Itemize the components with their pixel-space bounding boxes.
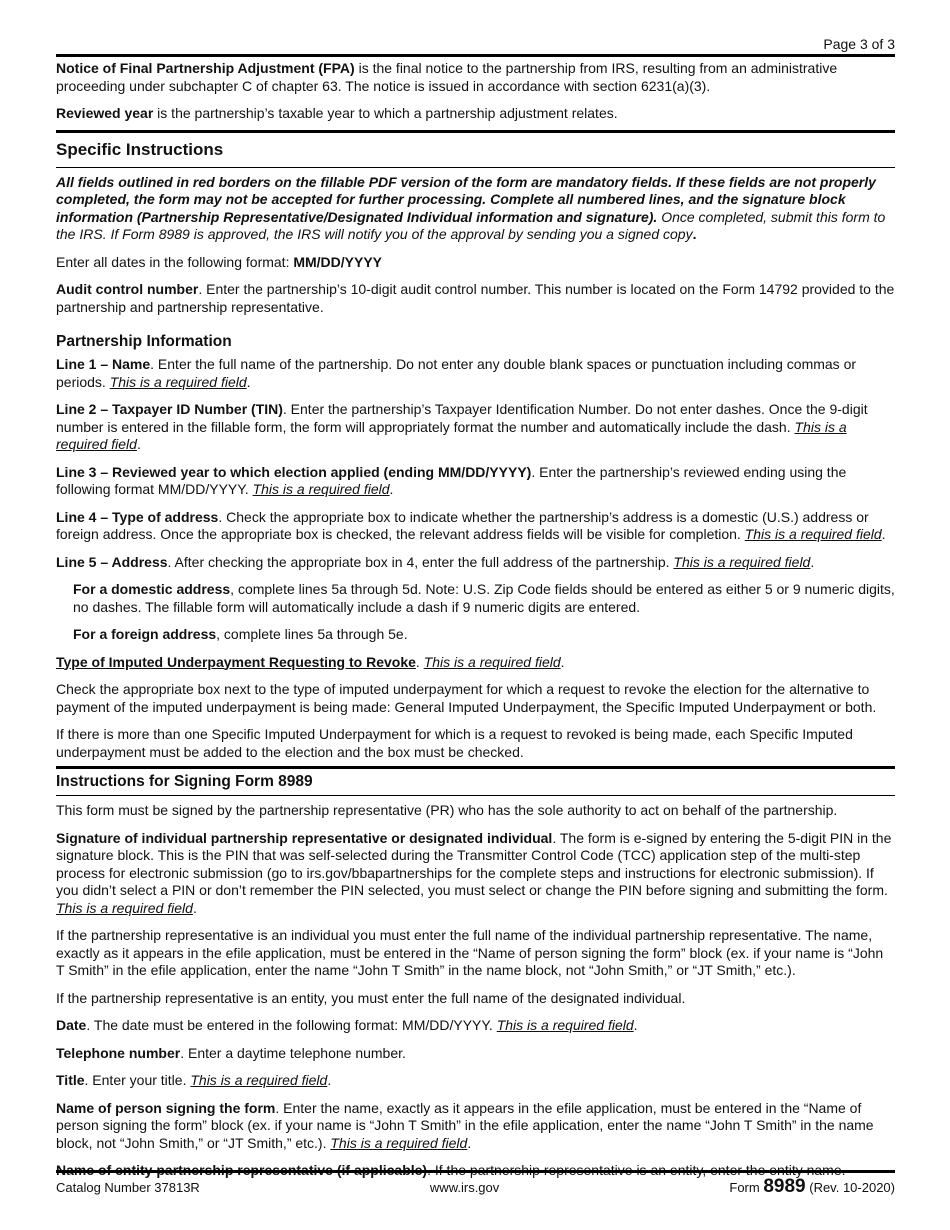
top-divider — [56, 54, 895, 57]
reviewed-text: is the partnership’s taxable year to which a partnership adjustment relates. — [153, 105, 618, 121]
line5-term: Line 5 – Address — [56, 553, 168, 570]
title-text: . Enter your title. — [84, 1072, 191, 1088]
signature-term: Signature of individual partnership representative or designated individual — [56, 829, 553, 846]
line1-instruction: Line 1 – Name. Enter the full name of the partnership. Do not enter any double blank spaces or punctuation including commas or periods. This is a required field. — [56, 356, 857, 390]
title-term: Title — [56, 1072, 85, 1088]
reviewed-term: Reviewed year — [56, 105, 154, 121]
mandatory-fields-note — [56, 174, 895, 244]
mandatory-end: . — [692, 226, 697, 242]
line1-text: . Enter the full name of the partnership. Do not enter any double blank spaces or punctuation including commas or periods. — [56, 356, 857, 390]
signing-instructions-title: Instructions for Signing Form 8989 — [56, 773, 313, 790]
multiple-underpayment-instruction: If there is more than one Specific Imputed Underpayment for which is a request to revoked is being made, each Specific Imputed underpayment must be added to the election and the box must be checked. — [56, 726, 853, 760]
foreign-text: , complete lines 5a through 5e. — [216, 626, 408, 642]
line3-term: Line 3 – Reviewed year to which election applied (ending MM/DD/YYYY) — [56, 463, 532, 480]
telephone-instruction — [56, 1045, 895, 1063]
line4-text: . Check the appropriate box to indicate whether the partnership’s address is a domestic (U.S.) address or foreign address. Once the appropriate box is checked, the relevant address fields will be visible for completion. — [56, 508, 869, 542]
fpa-text: is the final notice to the partnership from IRS, resulting from an administrative proceeding under subchapter C of chapter 63. The notice is issued in accordance with section 6231(a)(3). — [56, 60, 838, 94]
date-text: . The date must be entered in the following format: MM/DD/YYYY. — [86, 1017, 497, 1033]
check-box-instruction: Check the appropriate box next to the type of imputed underpayment for which a request to revoke the election for the alternative to payment of the imputed underpayment is being made: General Imputed Underpayment, the Specific Imputed Underpayment or both. — [56, 681, 877, 715]
required-note: This is a required field — [423, 653, 561, 670]
divider — [56, 795, 895, 796]
domestic-text: , complete lines 5a through 5d. Note: U.S. Zip Code fields should be entered as either 5 or 9 numeric digits, no dashes. The fillable form will automatically include a dash if 9 numeric digits are entered. — [73, 581, 895, 615]
entity-name-text: . If the partnership representative is an entity, enter the entity name. — [427, 1162, 846, 1178]
signing-intro: This form must be signed by the partnership representative (PR) who has the sole authority to act on behalf of the partnership. — [56, 802, 838, 818]
footer-row — [56, 1178, 895, 1197]
individual-pr-instruction: If the partnership representative is an individual you must enter the full name of the individual partnership representative. The name, exactly as it appears in the efile application, must be entered in the “Name of person signing the form” block (ex. if your name is “John T Smith” in the efile application, enter the name “John T Smith” in the name block, not “John Smith,” or “JT Smith,” etc.). — [56, 927, 884, 978]
divider — [56, 167, 895, 168]
dates-text: Enter all dates in the following format: — [56, 253, 294, 270]
line5-instruction: Line 5 – Address. After checking the appropriate box in 4, enter the full address of the partnership. This is a required field. — [56, 553, 815, 570]
audit-text: . Enter the partnership’s 10-digit audit control number. This number is located on the Form 14792 provided to the partnership and partnership representative. — [56, 281, 895, 315]
line4-term: Line 4 – Type of address — [56, 508, 219, 525]
required-note: This is a required field — [744, 526, 882, 542]
dates-format-note — [56, 254, 895, 272]
required-note: This is a required field — [109, 373, 247, 390]
fpa-term: Notice of Final Partnership Adjustment (FPA) — [56, 60, 355, 76]
form-prefix: Form — [729, 1180, 764, 1195]
entity-name-term: Name of entity partnership representative (if applicable) — [56, 1162, 428, 1178]
required-note: This is a required field — [330, 1134, 468, 1151]
content — [56, 60, 895, 1180]
foreign-address-instruction — [73, 626, 895, 644]
form-number: 8989 — [763, 1176, 806, 1197]
required-note: This is a required field — [496, 1017, 634, 1033]
dates-format: MM/DD/YYYY — [293, 253, 383, 270]
domestic-address-instruction — [73, 581, 895, 616]
footer-divider — [56, 1170, 895, 1173]
foreign-term: For a foreign address — [73, 626, 217, 642]
underpayment-type-heading: Type of Imputed Underpayment Requesting to Revoke. This is a required field. — [56, 653, 565, 670]
required-note: This is a required field — [56, 418, 847, 452]
line2-instruction: Line 2 – Taxpayer ID Number (TIN). Enter the partnership’s Taxpayer Identification Number. Do not enter dashes. Once the 9-digit number is entered in the fillable form, the form will appropriately format the number and automatically include the dash. This is a required field. — [56, 401, 868, 452]
fpa-definition — [56, 60, 895, 95]
audit-control-instruction — [56, 281, 895, 316]
catalog-number: Catalog Number 37813R — [56, 1180, 200, 1195]
specific-instructions-title: Specific Instructions — [56, 139, 224, 159]
signer-name-instruction: Name of person signing the form. Enter the name, exactly as it appears in the efile application, must be entered in the “Name of person signing the form” block (ex. if your name is “John T Smith” in the efile application, enter the name “John T Smith” in the name block, not “John Smith,” or “JT Smith,” etc.). This is a required field. — [56, 1099, 874, 1151]
line2-text: . Enter the partnership’s Taxpayer Identification Number. Do not enter dashes. Once the 9-digit number is entered in the fillable form, the form will appropriately format the number and automatically include the dash. — [56, 401, 868, 435]
signer-name-text: . Enter the name, exactly as it appears in the efile application, must be entered in the “Name of person signing the form” block (ex. if your name is “John T Smith” in the efile application, enter the name “John T Smith” in the name block, not “John Smith,” or “JT Smith,” etc.). — [56, 1099, 874, 1151]
telephone-term: Telephone number — [56, 1044, 181, 1061]
underpayment-type-term: Type of Imputed Underpayment Requesting to Revoke — [56, 653, 416, 670]
footer — [56, 1170, 895, 1197]
partnership-info-title: Partnership Information — [56, 333, 232, 350]
irs-website: www.irs.gov — [429, 1180, 500, 1195]
signer-name-term: Name of person signing the form — [56, 1099, 276, 1116]
line3-text: . Enter the partnership’s reviewed ending using the following format MM/DD/YYYY. — [56, 463, 847, 497]
line1-term: Line 1 – Name — [56, 356, 151, 372]
form-revision: (Rev. 10-2020) — [805, 1180, 895, 1195]
date-term: Date — [56, 1017, 87, 1033]
reviewed-year-definition — [56, 105, 895, 123]
line2-term: Line 2 – Taxpayer ID Number (TIN) — [56, 401, 283, 417]
form-identifier — [729, 1178, 895, 1197]
telephone-text: . Enter a daytime telephone number. — [180, 1044, 406, 1061]
mandatory-bold: All fields outlined in red borders on the fillable PDF version of the form are mandatory fields. If these fields are not properly completed, the form may not be accepted for further processing. Complete all numbered lines, and the signature block information (Partnership Representative/Designated Individual information and signature). — [56, 173, 876, 225]
required-note: This is a required field — [190, 1072, 328, 1088]
signature-instruction: Signature of individual partnership representative or designated individual. The form is e-signed by entering the 5-digit PIN in the signature block. This is the PIN that was self-selected during the Transmitter Control Code (TCC) application step of the multi-step process for electronic submission (go to irs.gov/bbapartnerships for the complete steps and instructions for electronic submission). If you didn’t select a PIN or don’t remember the PIN selected, you must select or change the PIN before signing and submitting the form. This is a required field. — [56, 829, 892, 916]
domestic-term: For a domestic address — [73, 581, 231, 597]
line4-instruction: Line 4 – Type of address. Check the appropriate box to indicate whether the partnership’s address is a domestic (U.S.) address or foreign address. Once the appropriate box is checked, the relevant address fields will be visible for completion. This is a required field. — [56, 508, 886, 542]
mandatory-text: Once completed, submit this form to the IRS. If Form 8989 is approved, the IRS will notify you of the approval by sending you a signed copy — [56, 208, 886, 242]
date-instruction: Date. The date must be entered in the following format: MM/DD/YYYY. This is a required field. — [56, 1017, 638, 1033]
audit-term: Audit control number — [56, 281, 199, 297]
page-number: Page 3 of 3 — [823, 36, 895, 52]
signature-text: . The form is e-signed by entering the 5-digit PIN in the signature block. This is the PIN that was self-selected during the Transmitter Control Code (TCC) application step of the multi-step process for electronic submission (go to irs.gov/bbapartnerships for the complete steps and instructions for electronic submission). If you didn’t select a PIN or don’t remember the PIN selected, you must select or change the PIN before signing and submitting the form. — [56, 829, 892, 898]
entity-pr-instruction: If the partnership representative is an entity, you must enter the full name of the designated individual. — [56, 989, 686, 1006]
line3-instruction: Line 3 – Reviewed year to which election applied (ending MM/DD/YYYY). Enter the partnership’s reviewed ending using the following format MM/DD/YYYY. This is a required field. — [56, 463, 847, 497]
required-note: This is a required field — [252, 481, 390, 497]
required-note: This is a required field — [673, 553, 811, 570]
required-note: This is a required field — [56, 899, 193, 916]
title-instruction: Title. Enter your title. This is a required field. — [56, 1072, 332, 1088]
divider — [56, 130, 895, 133]
type-separator: . — [415, 653, 424, 670]
line5-text: . After checking the appropriate box in 4, enter the full address of the partnership. — [167, 553, 674, 570]
